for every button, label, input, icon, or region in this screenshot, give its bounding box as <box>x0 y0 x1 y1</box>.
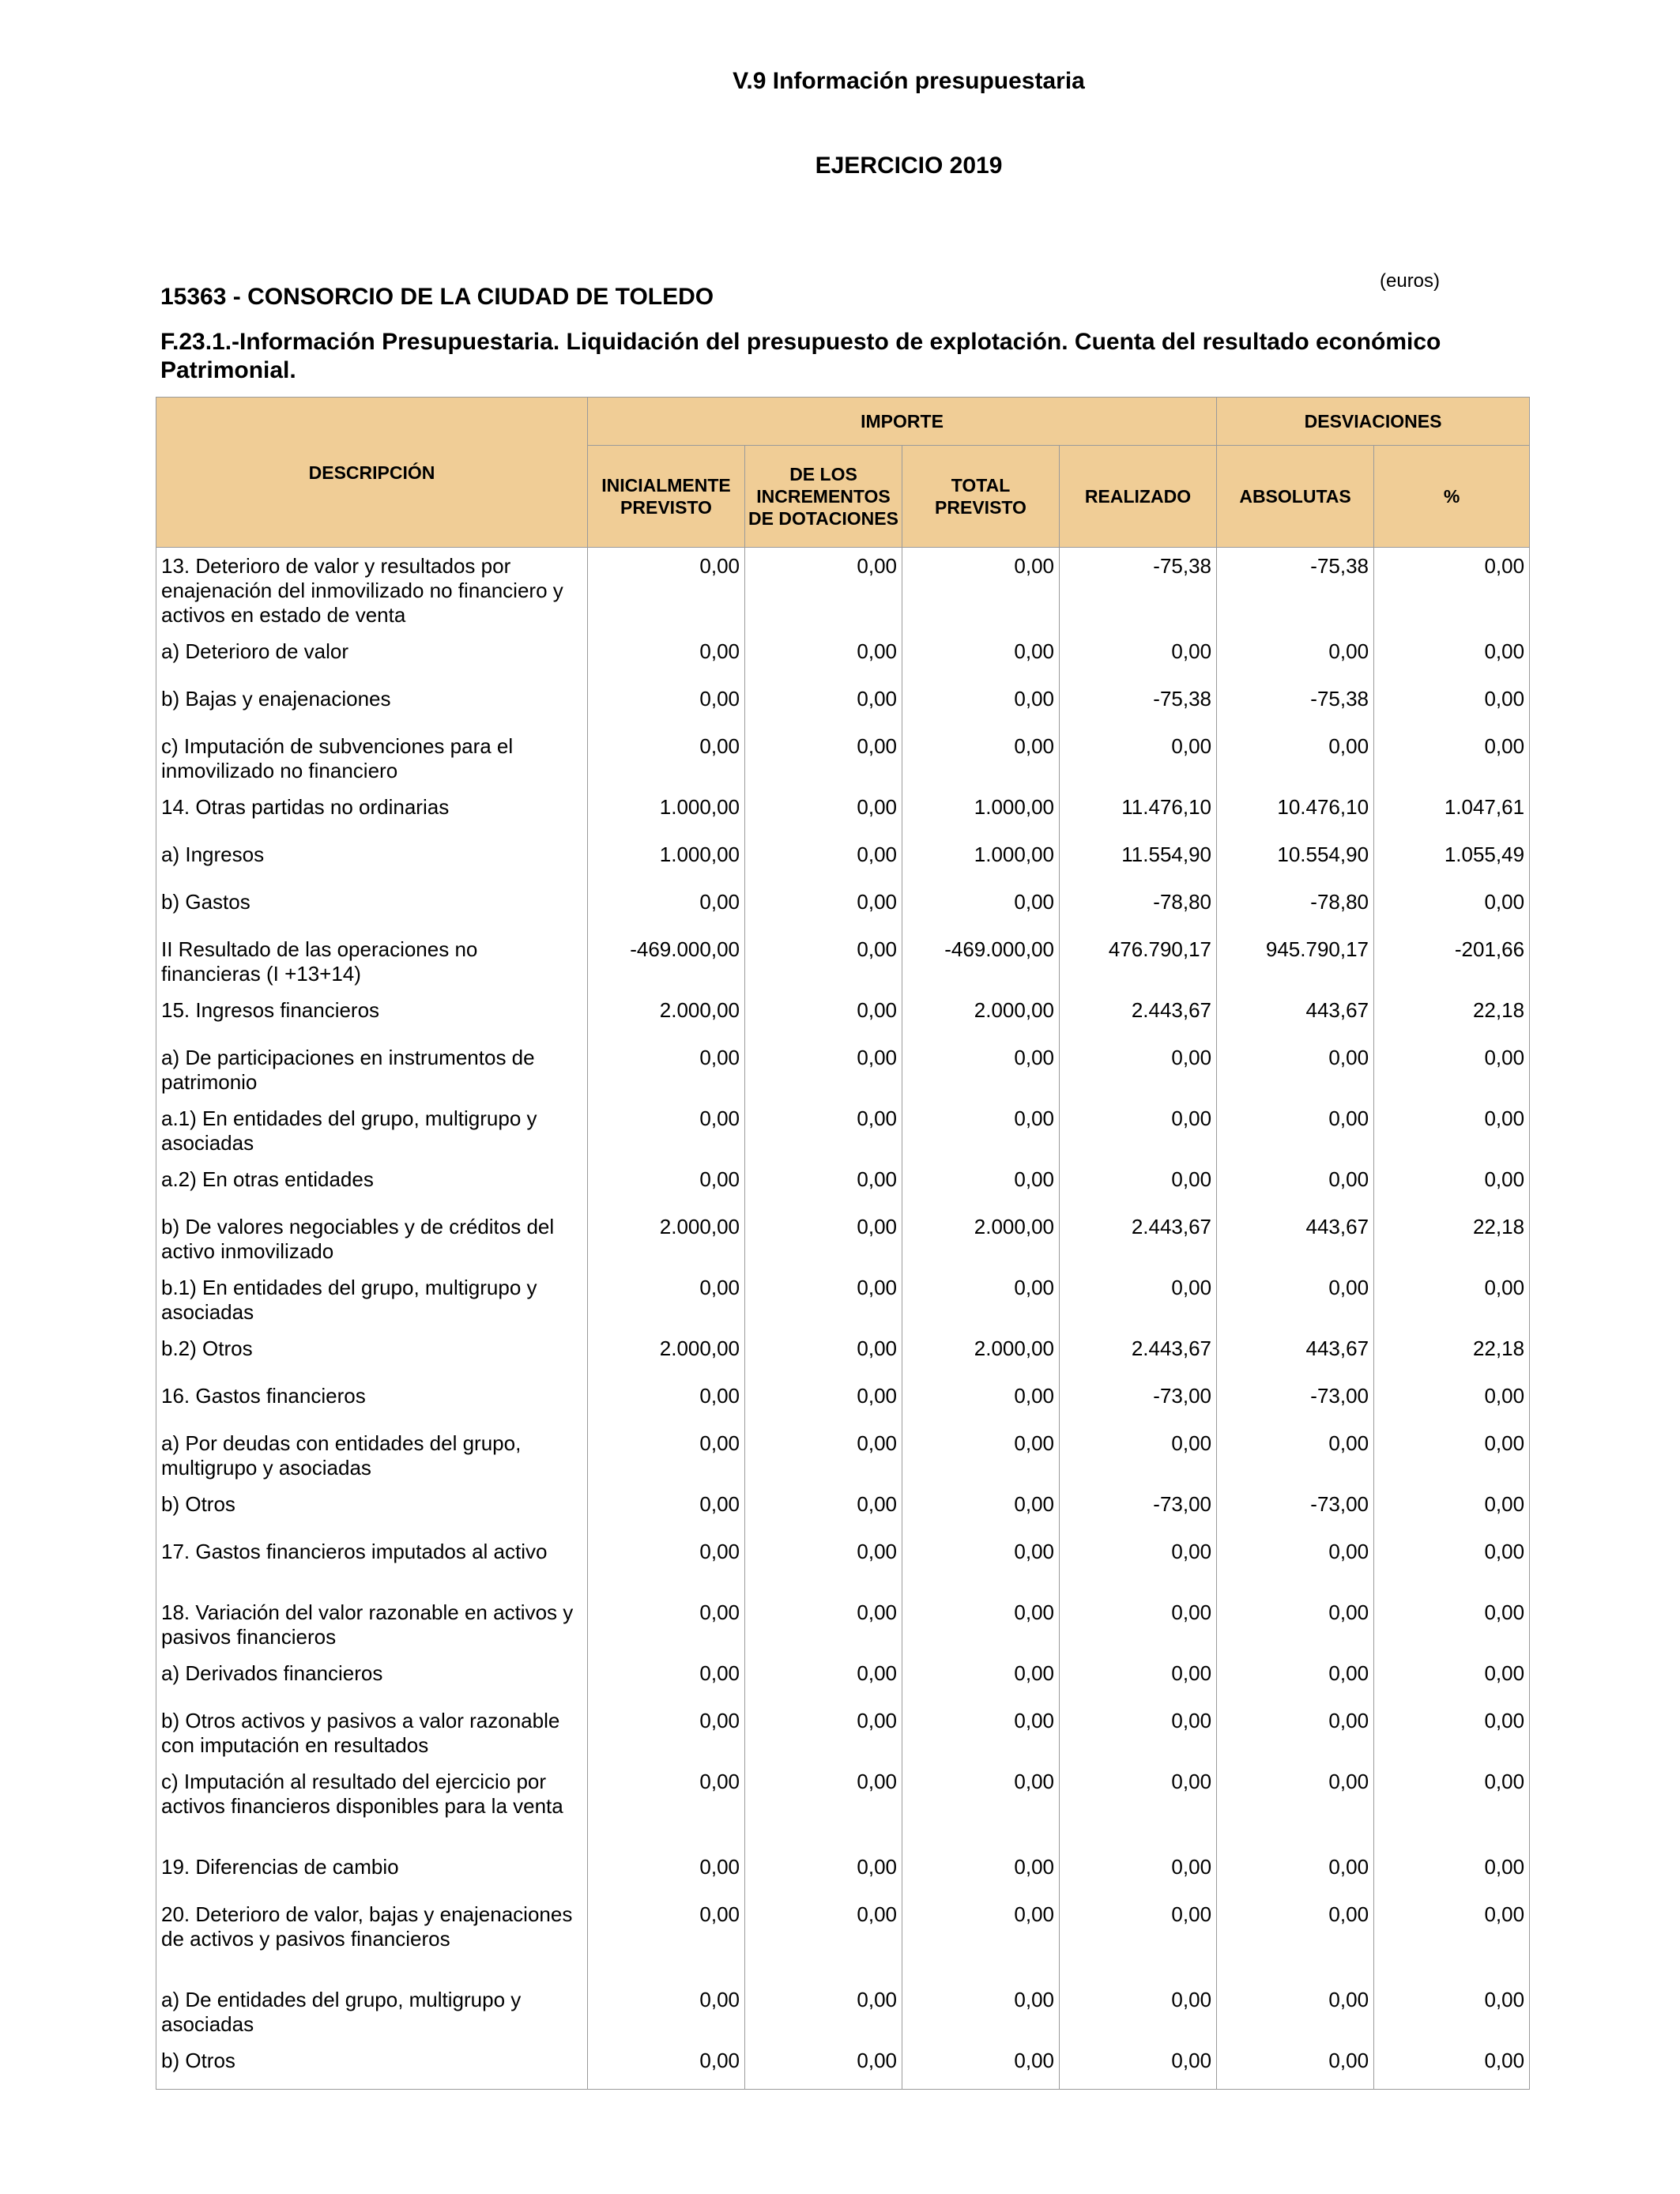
cell-inicialmente-previsto: 0,00 <box>588 1594 745 1655</box>
cell-total-previsto: 0,00 <box>902 1702 1060 1763</box>
cell-incrementos: 0,00 <box>745 1378 902 1425</box>
cell-realizado: 0,00 <box>1060 2042 1217 2090</box>
cell-total-previsto: 0,00 <box>902 1533 1060 1594</box>
cell-porcentaje: 0,00 <box>1374 1594 1530 1655</box>
cell-absolutas: -75,38 <box>1217 548 1374 633</box>
cell-incrementos: 0,00 <box>745 1425 902 1486</box>
table-row <box>156 1849 1530 1896</box>
cell-porcentaje: 0,00 <box>1374 1378 1530 1425</box>
row-description: b) Otros activos y pasivos a valor razonable con imputación en resultados <box>156 1702 588 1763</box>
row-description: a) Por deudas con entidades del grupo, multigrupo y asociadas <box>156 1425 588 1486</box>
cell-porcentaje: -201,66 <box>1374 931 1530 992</box>
cell-realizado: 0,00 <box>1060 1763 1217 1849</box>
cell-incrementos: 0,00 <box>745 1981 902 2042</box>
table-row <box>156 1039 1530 1100</box>
cell-inicialmente-previsto: 0,00 <box>588 1100 745 1161</box>
cell-realizado: -78,80 <box>1060 884 1217 931</box>
cell-incrementos: 0,00 <box>745 1269 902 1330</box>
cell-total-previsto: -469.000,00 <box>902 931 1060 992</box>
row-description: 20. Deterioro de valor, bajas y enajenaciones de activos y pasivos financieros <box>156 1896 588 1981</box>
cell-inicialmente-previsto: 2.000,00 <box>588 992 745 1039</box>
table-row <box>156 2042 1530 2090</box>
cell-inicialmente-previsto: 1.000,00 <box>588 836 745 884</box>
cell-inicialmente-previsto: 0,00 <box>588 1981 745 2042</box>
cell-realizado: 0,00 <box>1060 1896 1217 1981</box>
cell-porcentaje: 0,00 <box>1374 680 1530 728</box>
header-desviaciones: DESVIACIONES <box>1217 398 1530 446</box>
cell-inicialmente-previsto: 0,00 <box>588 1486 745 1533</box>
cell-absolutas: 0,00 <box>1217 1039 1374 1100</box>
cell-realizado: 2.443,67 <box>1060 992 1217 1039</box>
cell-incrementos: 0,00 <box>745 728 902 789</box>
exercise-year: EJERCICIO 2019 <box>815 153 1003 179</box>
table-row <box>156 1486 1530 1533</box>
table-row <box>156 1655 1530 1702</box>
table-row <box>156 931 1530 992</box>
row-description: 19. Diferencias de cambio <box>156 1849 588 1896</box>
cell-total-previsto: 0,00 <box>902 1378 1060 1425</box>
entity-name: 15363 - CONSORCIO DE LA CIUDAD DE TOLEDO <box>160 284 714 310</box>
cell-incrementos: 0,00 <box>745 1208 902 1269</box>
cell-absolutas: -73,00 <box>1217 1486 1374 1533</box>
cell-absolutas: 0,00 <box>1217 1100 1374 1161</box>
cell-incrementos: 0,00 <box>745 884 902 931</box>
cell-absolutas: 0,00 <box>1217 1849 1374 1896</box>
cell-incrementos: 0,00 <box>745 1763 902 1849</box>
cell-porcentaje: 0,00 <box>1374 548 1530 633</box>
cell-inicialmente-previsto: 0,00 <box>588 680 745 728</box>
table-row <box>156 884 1530 931</box>
cell-porcentaje: 0,00 <box>1374 1763 1530 1849</box>
cell-total-previsto: 0,00 <box>902 2042 1060 2090</box>
cell-realizado: 2.443,67 <box>1060 1330 1217 1378</box>
cell-porcentaje: 0,00 <box>1374 2042 1530 2090</box>
cell-realizado: 0,00 <box>1060 1533 1217 1594</box>
cell-total-previsto: 0,00 <box>902 1100 1060 1161</box>
table-row <box>156 1378 1530 1425</box>
cell-absolutas: 0,00 <box>1217 1763 1374 1849</box>
cell-realizado: 0,00 <box>1060 1702 1217 1763</box>
row-description: a) Ingresos <box>156 836 588 884</box>
cell-absolutas: -78,80 <box>1217 884 1374 931</box>
table-row <box>156 1533 1530 1594</box>
cell-inicialmente-previsto: 0,00 <box>588 728 745 789</box>
cell-absolutas: -75,38 <box>1217 680 1374 728</box>
section-title: V.9 Información presupuestaria <box>733 68 1085 94</box>
cell-absolutas: 0,00 <box>1217 633 1374 680</box>
cell-total-previsto: 2.000,00 <box>902 1330 1060 1378</box>
table-row <box>156 1161 1530 1208</box>
table-row <box>156 836 1530 884</box>
report-title: F.23.1.-Información Presupuestaria. Liquidación del presupuesto de explotación. Cuenta del resultado económico Patrimonial. <box>160 329 1441 383</box>
cell-total-previsto: 0,00 <box>902 728 1060 789</box>
header-porcentaje: % <box>1374 446 1530 548</box>
row-description: b) Bajas y enajenaciones <box>156 680 588 728</box>
cell-total-previsto: 0,00 <box>902 680 1060 728</box>
cell-porcentaje: 0,00 <box>1374 1896 1530 1981</box>
cell-porcentaje: 0,00 <box>1374 728 1530 789</box>
cell-total-previsto: 0,00 <box>902 1981 1060 2042</box>
cell-realizado: 2.443,67 <box>1060 1208 1217 1269</box>
table-row <box>156 633 1530 680</box>
cell-inicialmente-previsto: 0,00 <box>588 1702 745 1763</box>
header-importe: IMPORTE <box>588 398 1217 446</box>
cell-absolutas: 0,00 <box>1217 1655 1374 1702</box>
cell-inicialmente-previsto: 0,00 <box>588 1161 745 1208</box>
cell-inicialmente-previsto: 0,00 <box>588 2042 745 2090</box>
cell-absolutas: 0,00 <box>1217 2042 1374 2090</box>
table-row <box>156 992 1530 1039</box>
row-description: a) De participaciones en instrumentos de patrimonio <box>156 1039 588 1100</box>
cell-inicialmente-previsto: 0,00 <box>588 1039 745 1100</box>
cell-realizado: 476.790,17 <box>1060 931 1217 992</box>
cell-porcentaje: 0,00 <box>1374 1100 1530 1161</box>
cell-porcentaje: 1.047,61 <box>1374 789 1530 836</box>
cell-realizado: -75,38 <box>1060 548 1217 633</box>
table-row <box>156 1330 1530 1378</box>
header-inicialmente-previsto: INICIALMENTE PREVISTO <box>588 446 745 548</box>
cell-realizado: 0,00 <box>1060 728 1217 789</box>
cell-incrementos: 0,00 <box>745 1039 902 1100</box>
cell-realizado: -73,00 <box>1060 1486 1217 1533</box>
row-description: 15. Ingresos financieros <box>156 992 588 1039</box>
cell-incrementos: 0,00 <box>745 931 902 992</box>
row-description: 16. Gastos financieros <box>156 1378 588 1425</box>
cell-absolutas: 0,00 <box>1217 1896 1374 1981</box>
cell-total-previsto: 0,00 <box>902 1161 1060 1208</box>
cell-porcentaje: 22,18 <box>1374 1330 1530 1378</box>
cell-inicialmente-previsto: 0,00 <box>588 1425 745 1486</box>
cell-incrementos: 0,00 <box>745 789 902 836</box>
cell-realizado: 0,00 <box>1060 1849 1217 1896</box>
cell-total-previsto: 0,00 <box>902 548 1060 633</box>
cell-absolutas: 10.476,10 <box>1217 789 1374 836</box>
header-total-previsto: TOTAL PREVISTO <box>902 446 1060 548</box>
table-row <box>156 1100 1530 1161</box>
cell-porcentaje: 0,00 <box>1374 1655 1530 1702</box>
row-description: 13. Deterioro de valor y resultados por enajenación del inmovilizado no financiero y activos en estado de venta <box>156 548 588 633</box>
cell-absolutas: 0,00 <box>1217 1702 1374 1763</box>
cell-total-previsto: 0,00 <box>902 1594 1060 1655</box>
row-description: b) Otros <box>156 2042 588 2090</box>
cell-incrementos: 0,00 <box>745 1594 902 1655</box>
row-description: b.1) En entidades del grupo, multigrupo y asociadas <box>156 1269 588 1330</box>
cell-total-previsto: 2.000,00 <box>902 1208 1060 1269</box>
cell-incrementos: 0,00 <box>745 992 902 1039</box>
cell-porcentaje: 0,00 <box>1374 1981 1530 2042</box>
row-description: c) Imputación de subvenciones para el inmovilizado no financiero <box>156 728 588 789</box>
cell-absolutas: 443,67 <box>1217 992 1374 1039</box>
row-description: b) Gastos <box>156 884 588 931</box>
cell-total-previsto: 0,00 <box>902 1425 1060 1486</box>
cell-inicialmente-previsto: 0,00 <box>588 548 745 633</box>
cell-absolutas: 0,00 <box>1217 1594 1374 1655</box>
cell-porcentaje: 0,00 <box>1374 1039 1530 1100</box>
cell-inicialmente-previsto: 0,00 <box>588 884 745 931</box>
cell-inicialmente-previsto: 2.000,00 <box>588 1330 745 1378</box>
header-absolutas: ABSOLUTAS <box>1217 446 1374 548</box>
table-row <box>156 548 1530 633</box>
cell-realizado: -75,38 <box>1060 680 1217 728</box>
row-description: II Resultado de las operaciones no financieras (I +13+14) <box>156 931 588 992</box>
table-row <box>156 1594 1530 1655</box>
row-description: a.2) En otras entidades <box>156 1161 588 1208</box>
cell-total-previsto: 0,00 <box>902 1269 1060 1330</box>
cell-incrementos: 0,00 <box>745 1161 902 1208</box>
cell-realizado: 0,00 <box>1060 1425 1217 1486</box>
row-description: a.1) En entidades del grupo, multigrupo y asociadas <box>156 1100 588 1161</box>
cell-total-previsto: 0,00 <box>902 1039 1060 1100</box>
table-row <box>156 728 1530 789</box>
cell-realizado: -73,00 <box>1060 1378 1217 1425</box>
cell-inicialmente-previsto: 0,00 <box>588 1533 745 1594</box>
cell-inicialmente-previsto: 0,00 <box>588 1763 745 1849</box>
row-description: a) De entidades del grupo, multigrupo y asociadas <box>156 1981 588 2042</box>
cell-porcentaje: 1.055,49 <box>1374 836 1530 884</box>
cell-realizado: 11.476,10 <box>1060 789 1217 836</box>
cell-inicialmente-previsto: 0,00 <box>588 1849 745 1896</box>
cell-porcentaje: 0,00 <box>1374 1425 1530 1486</box>
cell-porcentaje: 0,00 <box>1374 1849 1530 1896</box>
cell-realizado: 11.554,90 <box>1060 836 1217 884</box>
cell-porcentaje: 0,00 <box>1374 633 1530 680</box>
cell-incrementos: 0,00 <box>745 1849 902 1896</box>
table-row <box>156 680 1530 728</box>
cell-incrementos: 0,00 <box>745 1100 902 1161</box>
header-incrementos: DE LOS INCREMENTOS DE DOTACIONES <box>745 446 902 548</box>
cell-absolutas: 0,00 <box>1217 1425 1374 1486</box>
cell-realizado: 0,00 <box>1060 1655 1217 1702</box>
cell-absolutas: 0,00 <box>1217 1161 1374 1208</box>
cell-total-previsto: 0,00 <box>902 1896 1060 1981</box>
cell-total-previsto: 0,00 <box>902 1849 1060 1896</box>
cell-porcentaje: 22,18 <box>1374 992 1530 1039</box>
cell-porcentaje: 22,18 <box>1374 1208 1530 1269</box>
cell-absolutas: 945.790,17 <box>1217 931 1374 992</box>
cell-realizado: 0,00 <box>1060 1269 1217 1330</box>
cell-incrementos: 0,00 <box>745 1702 902 1763</box>
cell-incrementos: 0,00 <box>745 1486 902 1533</box>
cell-incrementos: 0,00 <box>745 1330 902 1378</box>
row-description: 14. Otras partidas no ordinarias <box>156 789 588 836</box>
table-row <box>156 1896 1530 1981</box>
cell-total-previsto: 1.000,00 <box>902 789 1060 836</box>
cell-total-previsto: 1.000,00 <box>902 836 1060 884</box>
row-description: a) Derivados financieros <box>156 1655 588 1702</box>
cell-total-previsto: 0,00 <box>902 1655 1060 1702</box>
header-realizado: REALIZADO <box>1060 446 1217 548</box>
row-description: 17. Gastos financieros imputados al activo <box>156 1533 588 1594</box>
cell-total-previsto: 0,00 <box>902 633 1060 680</box>
cell-absolutas: 10.554,90 <box>1217 836 1374 884</box>
cell-absolutas: 443,67 <box>1217 1330 1374 1378</box>
cell-realizado: 0,00 <box>1060 1161 1217 1208</box>
cell-incrementos: 0,00 <box>745 1533 902 1594</box>
cell-porcentaje: 0,00 <box>1374 1702 1530 1763</box>
table-row <box>156 1763 1530 1849</box>
row-description: a) Deterioro de valor <box>156 633 588 680</box>
cell-total-previsto: 2.000,00 <box>902 992 1060 1039</box>
cell-incrementos: 0,00 <box>745 633 902 680</box>
cell-inicialmente-previsto: 0,00 <box>588 1378 745 1425</box>
cell-absolutas: 0,00 <box>1217 1533 1374 1594</box>
cell-incrementos: 0,00 <box>745 680 902 728</box>
row-description: b) Otros <box>156 1486 588 1533</box>
cell-incrementos: 0,00 <box>745 2042 902 2090</box>
cell-porcentaje: 0,00 <box>1374 884 1530 931</box>
cell-inicialmente-previsto: 1.000,00 <box>588 789 745 836</box>
cell-total-previsto: 0,00 <box>902 1486 1060 1533</box>
row-description: b.2) Otros <box>156 1330 588 1378</box>
header-description: DESCRIPCIÓN <box>156 398 588 548</box>
cell-absolutas: 443,67 <box>1217 1208 1374 1269</box>
cell-incrementos: 0,00 <box>745 548 902 633</box>
cell-porcentaje: 0,00 <box>1374 1269 1530 1330</box>
cell-porcentaje: 0,00 <box>1374 1161 1530 1208</box>
budget-table <box>156 397 1530 2090</box>
cell-inicialmente-previsto: 2.000,00 <box>588 1208 745 1269</box>
row-description: b) De valores negociables y de créditos del activo inmovilizado <box>156 1208 588 1269</box>
table-body <box>156 548 1530 2090</box>
cell-incrementos: 0,00 <box>745 1896 902 1981</box>
cell-realizado: 0,00 <box>1060 1100 1217 1161</box>
cell-realizado: 0,00 <box>1060 1039 1217 1100</box>
table-row <box>156 1269 1530 1330</box>
cell-realizado: 0,00 <box>1060 1594 1217 1655</box>
cell-inicialmente-previsto: 0,00 <box>588 633 745 680</box>
row-description: c) Imputación al resultado del ejercicio por activos financieros disponibles para la venta <box>156 1763 588 1849</box>
table-row <box>156 1981 1530 2042</box>
cell-incrementos: 0,00 <box>745 836 902 884</box>
table-row <box>156 1425 1530 1486</box>
cell-absolutas: 0,00 <box>1217 1269 1374 1330</box>
cell-absolutas: 0,00 <box>1217 728 1374 789</box>
cell-inicialmente-previsto: -469.000,00 <box>588 931 745 992</box>
cell-porcentaje: 0,00 <box>1374 1486 1530 1533</box>
cell-inicialmente-previsto: 0,00 <box>588 1269 745 1330</box>
cell-porcentaje: 0,00 <box>1374 1533 1530 1594</box>
cell-incrementos: 0,00 <box>745 1655 902 1702</box>
cell-realizado: 0,00 <box>1060 633 1217 680</box>
cell-total-previsto: 0,00 <box>902 1763 1060 1849</box>
cell-realizado: 0,00 <box>1060 1981 1217 2042</box>
cell-inicialmente-previsto: 0,00 <box>588 1896 745 1981</box>
cell-absolutas: -73,00 <box>1217 1378 1374 1425</box>
cell-absolutas: 0,00 <box>1217 1981 1374 2042</box>
cell-total-previsto: 0,00 <box>902 884 1060 931</box>
cell-inicialmente-previsto: 0,00 <box>588 1655 745 1702</box>
row-description: 18. Variación del valor razonable en activos y pasivos financieros <box>156 1594 588 1655</box>
table-row <box>156 1208 1530 1269</box>
table-row <box>156 1702 1530 1763</box>
table-row <box>156 789 1530 836</box>
units-label: (euros) <box>1380 270 1441 292</box>
